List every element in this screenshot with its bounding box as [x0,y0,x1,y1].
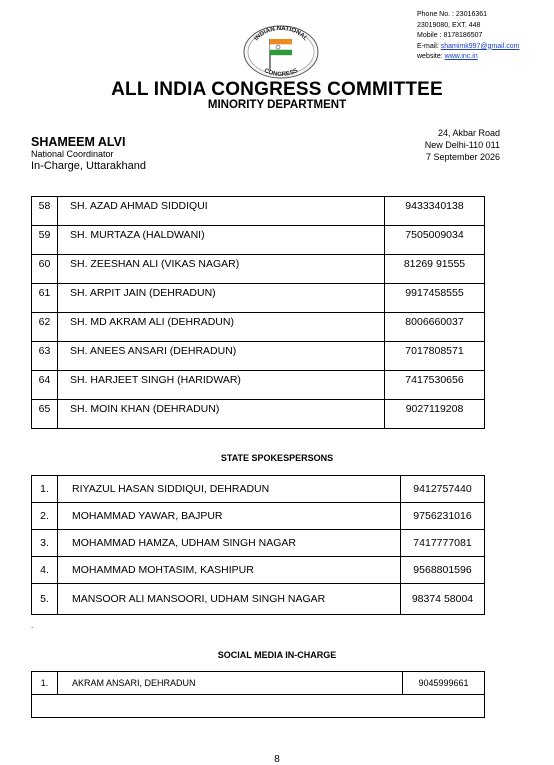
serial-cell: 4. [32,557,58,584]
phone-cell: 7505009034 [385,226,485,255]
table-row [32,197,485,226]
serial-cell: 65 [32,400,58,429]
phone-cell: 9433340138 [385,197,485,226]
serial-cell: 59 [32,226,58,255]
phone-cell: 9412757440 [401,476,485,503]
name-cell: SH. AZAD AHMAD SIDDIQUI [58,197,385,226]
social-media-table [31,671,485,718]
serial-cell: 60 [32,255,58,284]
phone-cell: 81269 91555 [385,255,485,284]
table-row [32,584,485,615]
table-row [32,342,485,371]
phone-cell: 9756231016 [401,503,485,530]
sender-name: SHAMEEM ALVI [31,135,126,149]
spokespersons-table [31,475,485,615]
name-cell: SH. MD AKRAM ALI (DEHRADUN) [58,313,385,342]
table-row [32,226,485,255]
website-label: website: [417,53,443,60]
name-cell: SH. HARJEET SINGH (HARIDWAR) [58,371,385,400]
serial-cell: 58 [32,197,58,226]
table-row [32,672,485,695]
phone-cell: 8006660037 [385,313,485,342]
phone-cell: 7017808571 [385,342,485,371]
svg-text:CONGRESS: CONGRESS [262,67,300,79]
empty-cell [32,695,485,718]
page-number: 8 [274,754,280,765]
table-row [32,284,485,313]
congress-logo [243,25,319,79]
table-row [32,557,485,584]
spokespersons-heading: STATE SPOKESPERSONS [220,453,334,463]
sender-block [31,135,146,173]
serial-cell: 2. [32,503,58,530]
table-row [32,503,485,530]
serial-cell: 1. [32,476,58,503]
name-cell: RIYAZUL HASAN SIDDIQUI, DEHRADUN [58,476,401,503]
members-table [31,196,485,429]
phone-ext-line: 23019080, EXT. 448 [417,21,481,29]
phone-cell: 7417530656 [385,371,485,400]
serial-cell: 64 [32,371,58,400]
table-row [32,255,485,284]
letter-date: 7 September 2026 [425,152,500,162]
email-line [417,42,519,53]
name-cell: MOHAMMAD HAMZA, UDHAM SINGH NAGAR [58,530,401,557]
social-media-heading: SOCIAL MEDIA IN-CHARGE [217,650,337,660]
name-cell: MANSOOR ALI MANSOORI, UDHAM SINGH NAGAR [58,584,401,615]
table-row [32,476,485,503]
phone-cell: 7417777081 [401,530,485,557]
phone-cell: 9568801596 [401,557,485,584]
sender-role: National Coordinator [31,149,114,159]
email-label: E-mail: [417,42,439,50]
address-block [425,127,500,163]
sender-charge: In-Charge, Uttarakhand [31,160,146,172]
table-row [32,530,485,557]
serial-cell: 5. [32,584,58,615]
phone-line: Phone No. : 23016361 [417,11,488,18]
address-line-2: New Delhi-110 011 [424,140,500,150]
name-cell: AKRAM ANSARI, DEHRADUN [58,672,403,695]
name-cell: MOHAMMAD YAWAR, BAJPUR [58,503,401,530]
phone-cell: 9045999661 [403,672,485,695]
table-row [32,313,485,342]
contact-block [417,10,519,63]
phone-cell: 9027119208 [385,400,485,429]
name-cell: SH. ARPIT JAIN (DEHRADUN) [58,284,385,313]
department-title: MINORITY DEPARTMENT [207,99,347,111]
serial-cell: 62 [32,313,58,342]
address-line-1: 24, Akbar Road [437,128,500,138]
serial-cell: 63 [32,342,58,371]
serial-cell: 3. [32,530,58,557]
svg-text:INDIAN NATIONAL: INDIAN NATIONAL [252,25,309,43]
name-cell: SH. ANEES ANSARI (DEHRADUN) [58,342,385,371]
table-row [32,400,485,429]
table-row-empty [32,695,485,718]
name-cell: SH. MURTAZA (HALDWANI) [58,226,385,255]
stray-mark: . [31,621,34,630]
website-link[interactable]: www.inc.in [444,53,478,60]
name-cell: SH. MOIN KHAN (DEHRADUN) [58,400,385,429]
name-cell: SH. ZEESHAN ALI (VIKAS NAGAR) [58,255,385,284]
website-line [417,52,519,63]
mobile-line: Mobile : 8178186507 [417,32,483,39]
phone-cell: 98374 58004 [401,584,485,615]
name-cell: MOHAMMAD MOHTASIM, KASHIPUR [58,557,401,584]
table-row [32,371,485,400]
phone-cell: 9917458555 [385,284,485,313]
email-link[interactable]: shamimk997@gmail.com [440,42,520,50]
organization-title: ALL INDIA CONGRESS COMMITTEE [111,79,443,100]
serial-cell: 1. [32,672,58,695]
serial-cell: 61 [32,284,58,313]
